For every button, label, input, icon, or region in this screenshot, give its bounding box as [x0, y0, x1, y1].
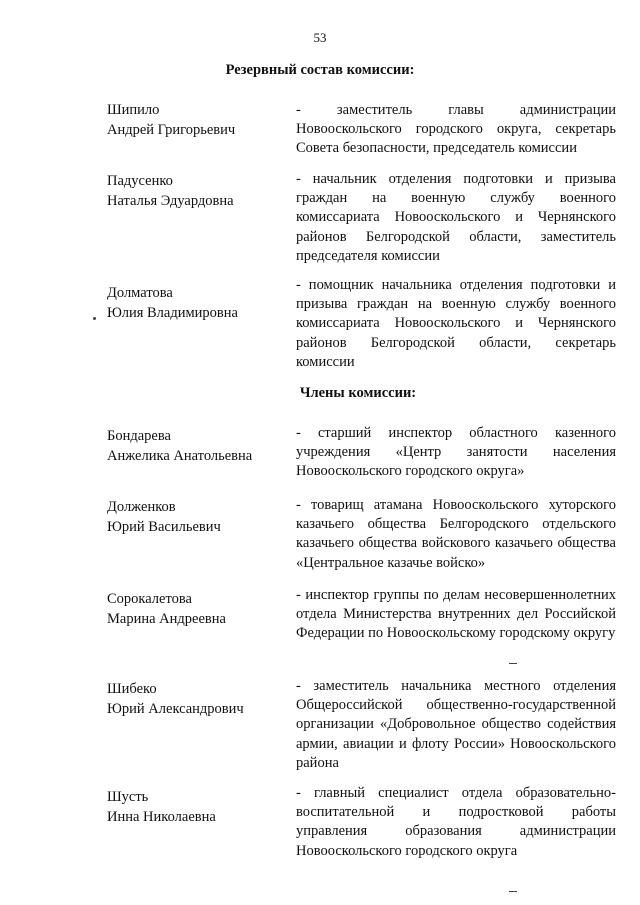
member-name	[107, 426, 292, 466]
member-role: - заместитель главы администрации Новооскольского городского округа, секретарь Совета безопасности, председатель комиссии	[296, 102, 616, 157]
members-heading: Члены комиссии:	[299, 385, 417, 401]
member-given-names: Анжелика Анатольевна	[107, 448, 253, 464]
scan-speck	[93, 317, 96, 320]
member-given-names: Марина Андреевна	[107, 611, 226, 627]
page-number: 53	[313, 30, 327, 45]
member-role: - товарищ атамана Новооскольского хуторского казачьего общества Белгородского отдельского казачьего общества войскового казачьего общества «Центральное казачье войско»	[296, 497, 616, 571]
member-role: - начальник отделения подготовки и призыва граждан на военную службу военного комиссариата Новооскольского и Чернянского районов Белгородской области, заместитель председателя комиссии	[296, 171, 616, 264]
member-surname: Падусенко	[107, 173, 173, 189]
scan-dash	[509, 663, 517, 664]
member-surname: Шибеко	[107, 681, 157, 697]
member-name	[107, 283, 292, 323]
member-role: - главный специалист отдела образовательно-воспитательной и подростковой работы управления образования администрации Новооскольского городского округа	[296, 785, 616, 859]
member-surname: Долматова	[107, 285, 173, 301]
member-name	[107, 171, 292, 211]
member-name	[107, 589, 292, 629]
member-given-names: Наталья Эдуардовна	[107, 193, 234, 209]
member-given-names: Андрей Григорьевич	[107, 122, 236, 138]
member-given-names: Юрий Александрович	[107, 701, 244, 717]
member-given-names: Инна Николаевна	[107, 809, 216, 825]
member-surname: Долженков	[107, 499, 176, 515]
member-name	[107, 679, 292, 719]
member-role: - заместитель начальника местного отделения Общероссийской общественно-государственной организации «Добровольное общество содействия армии, авиации и флоту России» Новооскольского района	[296, 678, 616, 771]
scan-dash	[509, 891, 517, 892]
member-surname: Бондарева	[107, 428, 171, 444]
member-name	[107, 787, 292, 827]
member-surname: Сорокалетова	[107, 591, 192, 607]
member-role: - помощник начальника отделения подготовки и призыва граждан на военную службу военного комиссариата Новооскольского и Чернянского районов Белгородской области, секретарь комиссии	[296, 277, 616, 370]
member-surname: Шусть	[107, 789, 149, 805]
member-given-names: Юлия Владимировна	[107, 305, 238, 321]
member-given-names: Юрий Васильевич	[107, 519, 221, 535]
reserve-heading: Резервный состав комиссии:	[225, 62, 415, 78]
member-name	[107, 497, 292, 537]
member-role: - инспектор группы по делам несовершеннолетних отдела Министерства внутренних дел Российской Федерации по Новооскольскому городскому округу	[296, 587, 616, 642]
member-name	[107, 100, 292, 140]
member-surname: Шипило	[107, 102, 160, 118]
member-role: - старший инспектор областного казенного учреждения «Центр занятости населения Новооскольского городского округа»	[296, 425, 616, 480]
